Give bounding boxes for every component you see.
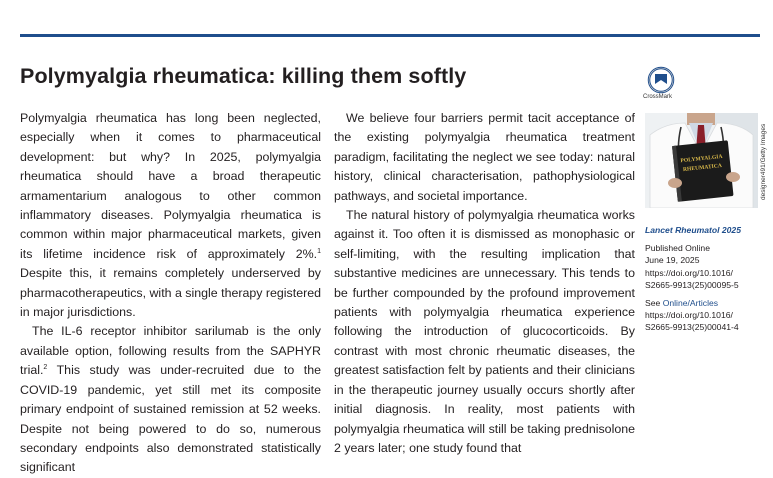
citation-ref[interactable]: 2 xyxy=(43,364,48,372)
paragraph: The IL-6 receptor inhibitor sarilumab is the only available option, following results from the SAPHYR trial.$^2$ This study was under-recruited due to the COVID-19 pandemic, yet still met its composite primary endpoint of sustained remission at 52 weeks. Despite not being powered to do so, numerous secondary endpoints also demonstrated statistically significant xyxy=(20,324,321,475)
paragraph: Polymyalgia rheumatica has long been neglected, especially when it comes to pharmaceutical development: but why? In 2025, polymyalgia rheumatica should have a broad therapeutic armamentarium analogous to other common inflammatory diseases. Polymyalgia rheumatica is common within major pharmaceutical markets, given its lifetime incidence risk of approximately 2%.$^1$ Despite this, it remains completely underserved by pharmacotherapeutics, with a single therapy registered in major jurisdictions. xyxy=(20,111,321,320)
crossmark-label: CrossMark xyxy=(643,94,673,100)
article-title: Polymyalgia rheumatica: killing them softly xyxy=(20,64,467,88)
body-column-left xyxy=(20,109,321,478)
journal-citation: Lancet Rheumatol 2025 xyxy=(645,225,741,235)
article-sidebar xyxy=(645,224,770,334)
published-date: June 19, 2025 xyxy=(645,255,700,266)
book-title-line2: RHEUMATICA xyxy=(682,163,723,174)
header-rule xyxy=(20,34,760,37)
book-title-line1: POLYMYALGIA xyxy=(680,153,723,165)
citation-ref[interactable]: 1 xyxy=(317,247,321,255)
published-label: Published Online xyxy=(645,243,710,254)
doi-link[interactable]: https://doi.org/10.1016/ S2665-9913(25)00095-5 xyxy=(645,267,739,290)
body-column-right xyxy=(334,109,635,458)
doctor-book-photo xyxy=(645,113,758,208)
see-also-link[interactable]: Online/Articles xyxy=(662,298,719,309)
see-also: See Online/Articles xyxy=(645,298,719,309)
photo-credit: designer491/Getty Images xyxy=(760,123,767,200)
paragraph: The natural history of polymyalgia rheumatica works against it. Too often it is dismissed as monophasic or self-limiting, with the resulting implication that substantive medicines are unnecessary. This tends to be further compounded by the profound improvement patients with polymyalgia rheumatica experience following the introduction of glucocorticoids. By contrast with most chronic rheumatic diseases, the greatest satisfaction felt by patients and their clinicians in the therapeutic journey usually occurs shortly after initial diagnosis. In reality, most patients with polymyalgia rheumatica will still be taking prednisolone 2 years later; one study found that xyxy=(334,208,635,455)
paragraph: We believe four barriers permit tacit acceptance of the existing polymyalgia rheumatica treatment paradigm, facilitating the neglect we see today: natural history, clinical characterisation, pathophysiological pathways, and societal importance. xyxy=(334,111,635,203)
crossmark-icon[interactable] xyxy=(646,66,676,106)
related-doi-link[interactable]: https://doi.org/10.1016/ S2665-9913(25)00041-4 xyxy=(645,310,739,333)
